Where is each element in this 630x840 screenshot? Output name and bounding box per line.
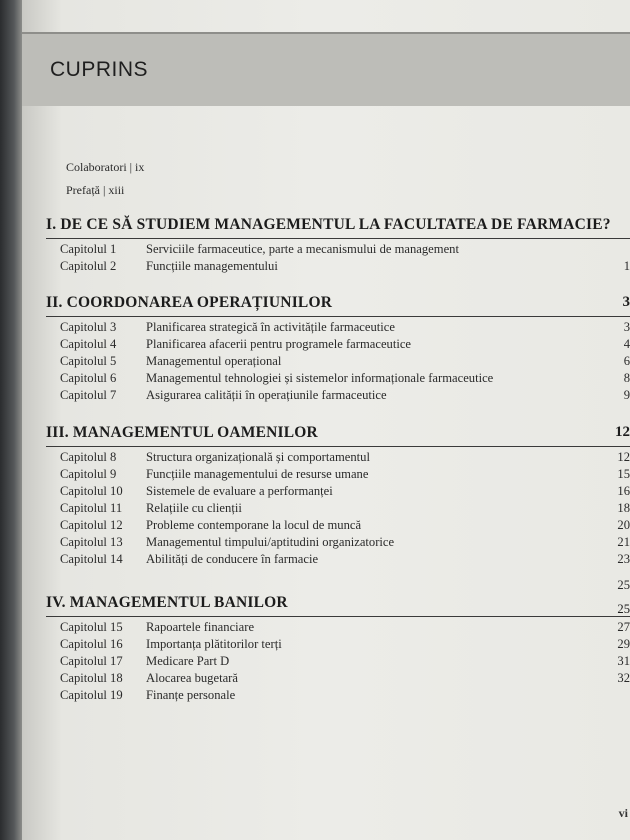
chapter-title: Sistemele de evaluare a performanței [146,484,333,498]
chapter-number: Capitolul 1 [60,242,117,256]
toc-chapter-row[interactable] [60,654,630,671]
chapter-page: 3 [623,320,630,334]
chapter-number: Capitolul 14 [60,552,123,566]
chapter-title: Managementul tehnologiei și sistemelor informaționale farmaceutice [146,371,494,385]
part-divider [46,616,630,617]
book-page [22,0,630,840]
part-page: 3 [622,294,630,310]
part-title: IV. MANAGEMENTUL BANILOR [46,594,288,611]
toc-chapter-row[interactable] [60,320,630,337]
chapter-number: Capitolul 4 [60,337,117,351]
part-title: III. MANAGEMENTUL OAMENILOR [46,424,318,441]
part-page: 25 [617,602,630,616]
chapter-page: 27 [617,620,630,634]
toc-chapter-row[interactable] [60,552,630,569]
chapter-number: Capitolul 15 [60,620,123,634]
part-page-extra: 25 [617,578,630,592]
toc-chapter-row[interactable] [60,501,630,518]
chapter-page: 31 [617,654,630,668]
page-folio: vi [618,806,628,820]
chapter-page: 21 [617,535,630,549]
chapter-number: Capitolul 7 [60,388,117,402]
toc-chapter-row[interactable] [60,688,630,705]
part-divider [46,238,630,239]
book-spine [0,0,22,840]
chapter-title: Planificarea strategică în activitățile farmaceutice [146,320,395,334]
chapter-number: Capitolul 11 [60,501,123,515]
chapter-number: Capitolul 5 [60,354,117,368]
front-matter-preface: Prefață | xiii [66,183,125,197]
toc-chapter-row[interactable] [60,671,630,688]
chapter-title: Structura organizațională și comportamentul [146,450,370,464]
chapter-title: Managementul operațional [146,354,282,368]
chapter-page: 12 [617,450,630,464]
toc-chapter-row[interactable] [60,484,630,501]
toc-chapter-row[interactable] [60,354,630,371]
chapter-title: Asigurarea calității în operațiunile farmaceutice [146,388,387,402]
part-divider [46,316,630,317]
chapter-title: Medicare Part D [146,654,230,668]
chapter-title: Alocarea bugetară [146,671,238,685]
chapter-page: 16 [617,484,630,498]
toc-chapter-row[interactable] [60,242,630,259]
chapter-title: Serviciile farmaceutice, parte a mecanismului de management [146,242,459,256]
chapter-number: Capitolul 6 [60,371,117,385]
chapter-title: Finanțe personale [146,688,236,702]
toc-chapter-row[interactable] [60,637,630,654]
part-title: I. DE CE SĂ STUDIEM MANAGEMENTUL LA FACULTATEA DE FARMACIE? [46,216,611,233]
page-title: CUPRINS [50,58,149,81]
chapter-title: Relațiile cu clienții [146,501,242,515]
chapter-page: 20 [617,518,630,532]
toc-part-3 [46,424,630,566]
part-divider [46,446,630,447]
chapter-title: Funcțiile managementului de resurse umane [146,467,369,481]
chapter-page: 29 [617,637,630,651]
chapter-number: Capitolul 19 [60,688,123,702]
chapter-title: Planificarea afacerii pentru programele farmaceutice [146,337,412,351]
chapter-page: 23 [617,552,630,566]
toc-chapter-row[interactable] [60,467,630,484]
chapter-number: Capitolul 18 [60,671,123,685]
toc-chapter-row[interactable] [60,535,630,552]
chapter-number: Capitolul 17 [60,654,123,668]
chapter-title: Probleme contemporane la locul de muncă [146,518,362,532]
toc-part-4 [46,594,630,702]
chapter-page: 9 [623,388,630,402]
chapter-number: Capitolul 12 [60,518,123,532]
toc-chapter-row[interactable] [60,259,630,276]
chapter-title: Importanța plătitorilor terți [146,637,282,651]
chapter-number: Capitolul 16 [60,637,123,651]
chapter-page: 32 [617,671,630,685]
chapter-page: 1 [623,259,630,273]
toc-part-2 [46,294,630,402]
chapter-title: Managementul timpului/aptitudini organizatorice [146,535,395,549]
part-title: II. COORDONAREA OPERAȚIUNILOR [46,294,333,311]
chapter-title: Funcțiile managementului [146,259,278,273]
chapter-title: Rapoartele financiare [146,620,255,634]
chapter-number: Capitolul 9 [60,467,117,481]
toc-chapter-row[interactable] [60,518,630,535]
chapter-page: 18 [617,501,630,515]
toc-chapter-row[interactable] [60,388,630,405]
chapter-page: 8 [623,371,630,385]
toc-chapter-row[interactable] [60,450,630,467]
chapter-number: Capitolul 10 [60,484,123,498]
chapter-page: 4 [623,337,630,351]
chapter-number: Capitolul 13 [60,535,123,549]
chapter-number: Capitolul 8 [60,450,117,464]
toc-part-1 [46,216,630,273]
chapter-title: Abilități de conducere în farmacie [146,552,319,566]
toc-chapter-row[interactable] [60,371,630,388]
chapter-number: Capitolul 2 [60,259,117,273]
part-page: 12 [615,424,630,440]
chapter-page: 15 [617,467,630,481]
toc-chapter-row[interactable] [60,337,630,354]
chapter-page: 6 [623,354,630,368]
toc-chapter-row[interactable] [60,620,630,637]
front-matter-collaborators: Colaboratori | ix [66,160,145,174]
chapter-number: Capitolul 3 [60,320,117,334]
